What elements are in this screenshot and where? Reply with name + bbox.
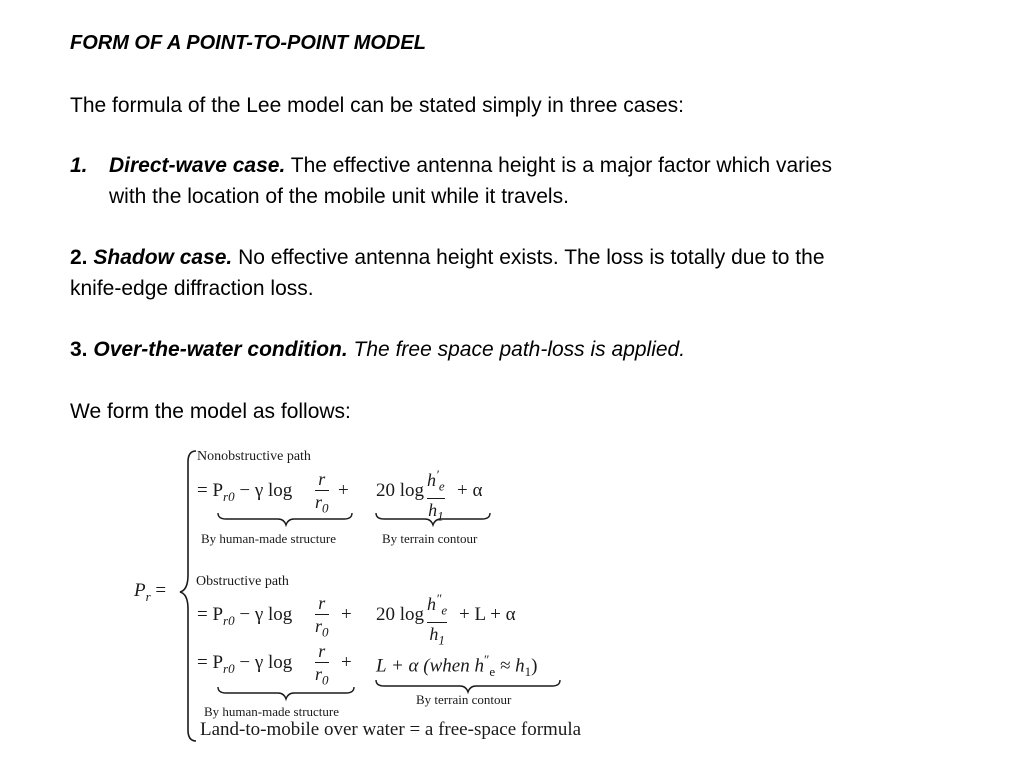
row1-20log: 20 log (376, 480, 425, 501)
row3-eq-p: = P (197, 652, 224, 673)
row3-he-sub: e (489, 664, 496, 680)
row2-plus-L-alpha: + L + α (459, 604, 516, 625)
row1-r-num: r (318, 469, 326, 489)
row3-L-alpha-when (376, 652, 537, 680)
case-3-number: 3. (70, 338, 88, 361)
case-2-text-line2: knife-edge diffraction loss. (70, 277, 314, 300)
water-formula-line: Land-to-mobile over water = a free-space formula (200, 719, 582, 740)
case-1-number: 1. (70, 154, 88, 177)
row1-h-fraction-bar (427, 498, 445, 499)
row1-fraction-bar (315, 490, 329, 491)
row2-h-fraction-bar (427, 622, 447, 623)
row2-p-sub: r0 (223, 612, 235, 628)
row2-fraction-r (315, 593, 329, 643)
lead-in-text: We form the model as follows: (70, 400, 351, 423)
row2-fraction-h (427, 589, 447, 650)
row3-L-alpha-text: L + α (when h (376, 655, 484, 677)
row2-he-sub: e (441, 602, 448, 618)
formula-lhs (134, 580, 166, 605)
row3-r0-den: r (315, 664, 323, 684)
slide-title: FORM OF A POINT-TO-POINT MODEL (70, 32, 426, 54)
row2-eq-p: = P (197, 604, 224, 625)
row2-h1-den: h (429, 623, 439, 644)
brace-label-terrain-2: By terrain contour (416, 692, 512, 707)
row3-h1-sub: 1 (524, 664, 532, 680)
row2-h1-sub: 1 (438, 632, 445, 648)
row3-r0-sub: 0 (322, 672, 329, 688)
case-2-number: 2. (70, 246, 88, 269)
intro-text: The formula of the Lee model can be stated simply in three cases: (70, 94, 684, 117)
row3-gamma-log: − γ log (239, 652, 293, 673)
nonobstructive-label: Nonobstructive path (197, 449, 311, 464)
row3-fraction-r (315, 641, 329, 691)
obstructive-label: Obstructive path (196, 574, 289, 589)
row2-plus: + (341, 604, 352, 625)
row2-20log: 20 log (376, 604, 425, 625)
row2-r0-den: r (315, 616, 323, 636)
row1-plus: + (338, 480, 349, 501)
brace-label-terrain-1: By terrain contour (382, 531, 478, 546)
case-2-label: Shadow case. (93, 246, 233, 269)
case-2-text-line1: No effective antenna height exists. The loss is totally due to the (232, 246, 825, 269)
row1-h1-sub: 1 (437, 508, 444, 524)
row1-gamma-log: − γ log (239, 480, 293, 501)
row1-p-sub: r0 (223, 488, 235, 504)
row1-fraction-r (315, 469, 329, 519)
row1-fraction-h (427, 465, 445, 526)
formula-lhs-equals: = (155, 580, 167, 601)
row1-he-num: h (427, 470, 436, 490)
row2-prefix (197, 604, 292, 629)
row3-close-paren: ) (531, 655, 538, 677)
row1-plus-alpha: + α (457, 480, 483, 501)
row1-r0-sub: 0 (322, 500, 329, 516)
row2-r-num: r (318, 593, 326, 613)
case-3-label: Over-the-water condition. (93, 338, 348, 361)
row1-r0-den: r (315, 492, 323, 512)
case-1-text-line2: with the location of the mobile unit while it travels. (109, 185, 569, 208)
formula-lhs-p: P (134, 580, 146, 601)
row2-r0-sub: 0 (322, 624, 329, 640)
row3-prefix (197, 652, 292, 677)
formula-lhs-sub: r (145, 588, 151, 604)
case-1-label: Direct-wave case. (109, 154, 286, 177)
row2-fraction-bar (315, 614, 329, 615)
row1-he-prime: ′ (436, 467, 439, 482)
row3-plus: + (341, 652, 352, 673)
row1-eq-p: = P (197, 480, 224, 501)
row3-p-sub: r0 (223, 660, 235, 676)
row1-he-sub: e (438, 478, 445, 494)
row1-h1-den: h (428, 499, 438, 520)
row3-approx-h: ≈ h (499, 655, 525, 677)
row2-he-num: h (427, 594, 436, 614)
brace-label-human-1: By human-made structure (201, 531, 337, 546)
row3-he-double-prime: ″ (483, 652, 490, 667)
case-3-text: The free space path-loss is applied. (347, 338, 686, 361)
row2-he-double-prime: ″ (436, 591, 442, 606)
row2-gamma-log: − γ log (239, 604, 293, 625)
row3-fraction-bar (315, 662, 329, 663)
case-1-text-line1: The effective antenna height is a major factor which varies (285, 154, 832, 177)
row3-r-num: r (318, 641, 326, 661)
row1-prefix (197, 480, 292, 505)
brace-label-human-2: By human-made structure (204, 704, 340, 719)
